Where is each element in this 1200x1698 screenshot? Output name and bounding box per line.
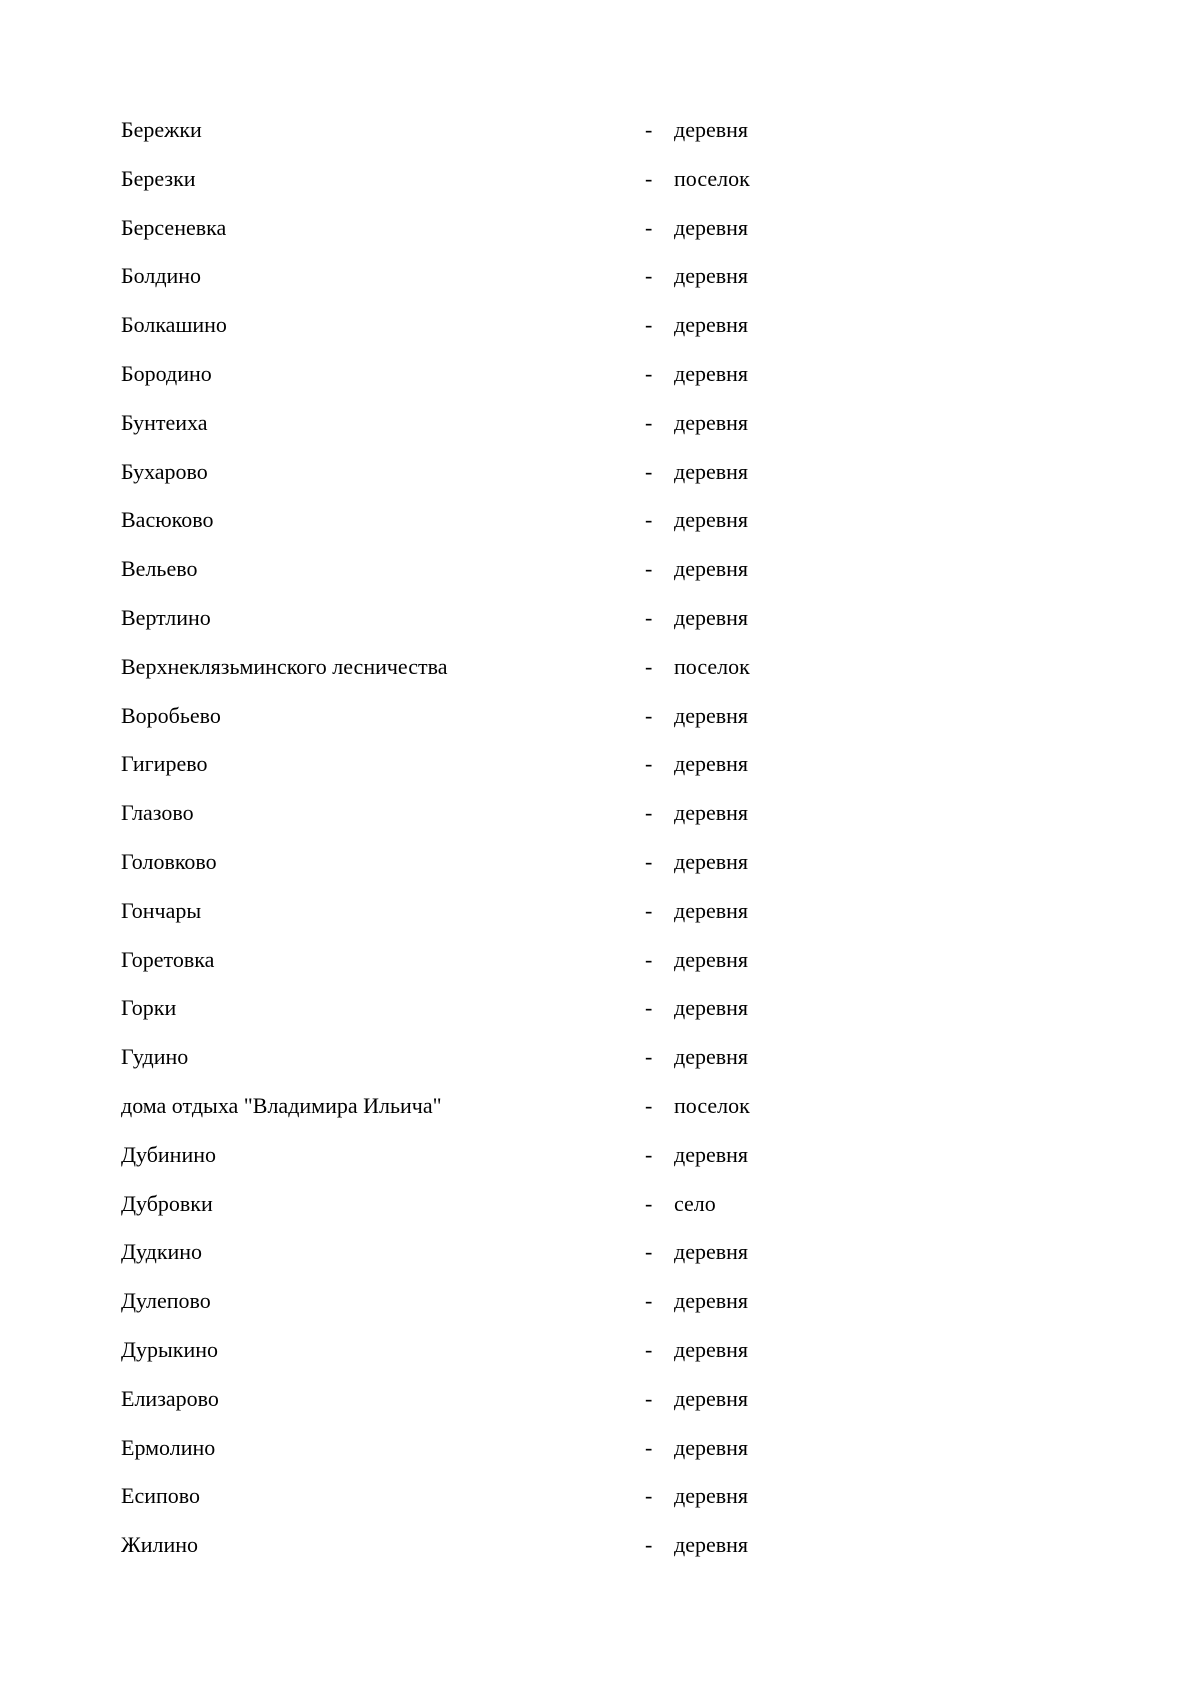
settlement-name: Дурыкино bbox=[121, 1336, 219, 1362]
settlement-name: Гудино bbox=[121, 1044, 189, 1070]
separator-dash: - bbox=[645, 604, 653, 630]
separator-dash: - bbox=[645, 1483, 653, 1509]
settlement-type: деревня bbox=[674, 897, 749, 923]
settlement-type: деревня bbox=[674, 1532, 749, 1558]
list-item bbox=[121, 1135, 941, 1184]
list-item bbox=[121, 1379, 941, 1428]
list-item bbox=[121, 256, 941, 305]
settlement-name: Вельево bbox=[121, 556, 198, 582]
list-item bbox=[121, 403, 941, 452]
settlement-type: деревня bbox=[674, 556, 749, 582]
settlement-type: поселок bbox=[674, 1092, 750, 1118]
settlement-name: Васюково bbox=[121, 507, 214, 533]
settlement-type: деревня bbox=[674, 1483, 749, 1509]
settlement-name: Воробьево bbox=[121, 702, 221, 728]
settlement-type: деревня bbox=[674, 1239, 749, 1265]
settlement-type: деревня bbox=[674, 458, 749, 484]
separator-dash: - bbox=[645, 1434, 653, 1460]
separator-dash: - bbox=[645, 800, 653, 826]
separator-dash: - bbox=[645, 848, 653, 874]
settlement-name: Глазово bbox=[121, 800, 194, 826]
separator-dash: - bbox=[645, 1141, 653, 1167]
list-item bbox=[121, 354, 941, 403]
settlement-type: деревня bbox=[674, 1044, 749, 1070]
separator-dash: - bbox=[645, 702, 653, 728]
separator-dash: - bbox=[645, 1190, 653, 1216]
separator-dash: - bbox=[645, 1239, 653, 1265]
list-item bbox=[121, 1428, 941, 1477]
separator-dash: - bbox=[645, 1532, 653, 1558]
separator-dash: - bbox=[645, 360, 653, 386]
separator-dash: - bbox=[645, 897, 653, 923]
settlement-type: деревня bbox=[674, 604, 749, 630]
list-item bbox=[121, 1086, 941, 1135]
settlement-name: Горки bbox=[121, 995, 177, 1021]
list-item bbox=[121, 842, 941, 891]
separator-dash: - bbox=[645, 556, 653, 582]
list-item bbox=[121, 1184, 941, 1233]
settlement-name: Есипово bbox=[121, 1483, 200, 1509]
list-item bbox=[121, 159, 941, 208]
list-item bbox=[121, 1476, 941, 1525]
settlement-name: Верхнеклязьминского лесничества bbox=[121, 653, 448, 679]
separator-dash: - bbox=[645, 1044, 653, 1070]
settlement-type: деревня bbox=[674, 1434, 749, 1460]
settlement-type: деревня bbox=[674, 1141, 749, 1167]
list-item bbox=[121, 1232, 941, 1281]
settlement-name: Ермолино bbox=[121, 1434, 216, 1460]
settlement-type: деревня bbox=[674, 1385, 749, 1411]
separator-dash: - bbox=[645, 507, 653, 533]
settlement-type: поселок bbox=[674, 165, 750, 191]
settlement-type: деревня bbox=[674, 800, 749, 826]
settlement-name: Дубинино bbox=[121, 1141, 217, 1167]
list-item bbox=[121, 598, 941, 647]
settlement-type: деревня bbox=[674, 946, 749, 972]
separator-dash: - bbox=[645, 751, 653, 777]
list-item bbox=[121, 500, 941, 549]
settlement-type: деревня bbox=[674, 702, 749, 728]
list-item bbox=[121, 1037, 941, 1086]
separator-dash: - bbox=[645, 263, 653, 289]
settlement-type: деревня bbox=[674, 409, 749, 435]
settlement-name: Берсеневка bbox=[121, 214, 227, 240]
settlement-name: Болкашино bbox=[121, 312, 227, 338]
settlement-name: Дулепово bbox=[121, 1288, 211, 1314]
settlement-name: Гигирево bbox=[121, 751, 208, 777]
settlement-name: Бунтеиха bbox=[121, 409, 208, 435]
list-item bbox=[121, 696, 941, 745]
settlement-type: деревня bbox=[674, 214, 749, 240]
separator-dash: - bbox=[645, 653, 653, 679]
list-item bbox=[121, 940, 941, 989]
settlement-type: деревня bbox=[674, 360, 749, 386]
separator-dash: - bbox=[645, 409, 653, 435]
settlement-name: Бородино bbox=[121, 360, 212, 386]
settlement-name: Березки bbox=[121, 165, 196, 191]
settlement-name: Вертлино bbox=[121, 604, 211, 630]
settlement-name: дома отдыха "Владимира Ильича" bbox=[121, 1092, 442, 1118]
settlement-list bbox=[121, 110, 941, 1574]
list-item bbox=[121, 549, 941, 598]
settlement-type: село bbox=[674, 1190, 716, 1216]
list-item bbox=[121, 891, 941, 940]
separator-dash: - bbox=[645, 1385, 653, 1411]
list-item bbox=[121, 305, 941, 354]
separator-dash: - bbox=[645, 995, 653, 1021]
list-item bbox=[121, 793, 941, 842]
separator-dash: - bbox=[645, 214, 653, 240]
settlement-name: Жилино bbox=[121, 1532, 199, 1558]
separator-dash: - bbox=[645, 458, 653, 484]
settlement-name: Гончары bbox=[121, 897, 202, 923]
settlement-name: Горетовка bbox=[121, 946, 215, 972]
list-item bbox=[121, 110, 941, 159]
settlement-name: Дубровки bbox=[121, 1190, 213, 1216]
separator-dash: - bbox=[645, 1336, 653, 1362]
separator-dash: - bbox=[645, 312, 653, 338]
settlement-type: деревня bbox=[674, 117, 749, 142]
separator-dash: - bbox=[645, 117, 653, 142]
separator-dash: - bbox=[645, 165, 653, 191]
list-item bbox=[121, 452, 941, 501]
settlement-type: деревня bbox=[674, 507, 749, 533]
list-item bbox=[121, 744, 941, 793]
list-item bbox=[121, 1330, 941, 1379]
list-item bbox=[121, 988, 941, 1037]
separator-dash: - bbox=[645, 1092, 653, 1118]
settlement-type: деревня bbox=[674, 848, 749, 874]
settlement-type: деревня bbox=[674, 1336, 749, 1362]
settlement-type: поселок bbox=[674, 653, 750, 679]
separator-dash: - bbox=[645, 1288, 653, 1314]
list-item bbox=[121, 1525, 941, 1574]
separator-dash: - bbox=[645, 946, 653, 972]
settlement-type: деревня bbox=[674, 751, 749, 777]
settlement-type: деревня bbox=[674, 995, 749, 1021]
list-item bbox=[121, 647, 941, 696]
settlement-type: деревня bbox=[674, 312, 749, 338]
settlement-name: Болдино bbox=[121, 263, 202, 289]
settlement-name: Бухарово bbox=[121, 458, 208, 484]
settlement-name: Елизарово bbox=[121, 1385, 219, 1411]
list-item bbox=[121, 1281, 941, 1330]
settlement-type: деревня bbox=[674, 1288, 749, 1314]
settlement-name: Дудкино bbox=[121, 1239, 203, 1265]
settlement-name: Головково bbox=[121, 848, 217, 874]
settlement-type: деревня bbox=[674, 263, 749, 289]
settlement-name: Бережки bbox=[121, 117, 202, 142]
list-item bbox=[121, 208, 941, 257]
